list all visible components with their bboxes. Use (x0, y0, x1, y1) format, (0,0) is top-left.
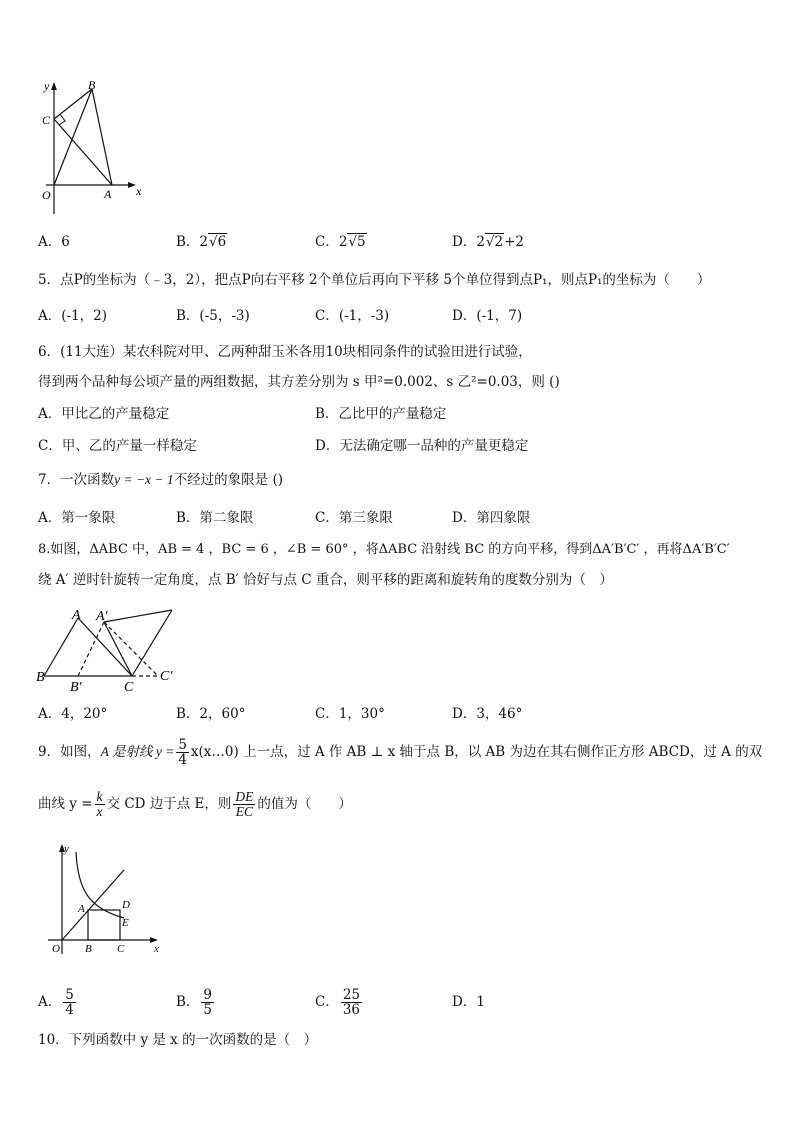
label-c-prime: C′ (160, 669, 173, 684)
q8-option-d[interactable]: D．3，46° (452, 706, 523, 722)
sqrt-symbol: √2 (485, 234, 504, 250)
label-y: y (44, 79, 50, 93)
label-a: A (72, 608, 81, 623)
q4-option-c[interactable]: C．2√5 (315, 234, 366, 250)
segment-rot-right (132, 610, 172, 676)
q4-option-a[interactable]: A．6 (38, 234, 70, 250)
q9-figure (38, 842, 168, 960)
q6-text-line1: 6．(11大连）某农科院对甲、乙两种甜玉米各用10块相同条件的试验田进行试验， (38, 344, 532, 360)
label-d: D (122, 899, 130, 911)
q9-k-fraction: $\frac{k}{x}$ (96, 789, 103, 819)
label-x: x (154, 943, 159, 955)
q7-option-a[interactable]: A．第一象限 (38, 510, 116, 526)
q8-option-c[interactable]: C．1，30° (315, 706, 385, 722)
q7-text: 7．一次函数y = −x − 1不经过的象限是 () (38, 472, 283, 488)
q7-option-d[interactable]: D．第四象限 (452, 510, 531, 526)
q5-option-d[interactable]: D．(-1，7) (452, 308, 523, 324)
q5-option-c[interactable]: C．(-1，-3) (315, 308, 390, 324)
segment-ba (92, 89, 112, 185)
q8-text-line1: 8.如图，ΔABC 中，AB = 4 ，BC = 6 ，∠B = 60° ，将ΔABC 沿射线 BC 的方向平移，得到ΔA′B′C′ ，再将ΔA′B′C′ (38, 542, 730, 557)
q4-figure (34, 78, 154, 218)
q4-option-b[interactable]: B．2√6 (176, 234, 227, 250)
q7-formula: y = −x − 1 (114, 472, 174, 487)
y-axis-arrow (51, 82, 57, 90)
q7-option-c[interactable]: C．第三象限 (315, 510, 393, 526)
segment-a2c (104, 622, 132, 676)
q9-text-line2: 曲线 y = $\frac{k}{x}$ 交 CD 边于点 E，则 $\frac{DE}{EC}$ 的值为（ ） (38, 789, 352, 819)
q6-option-d[interactable]: D．无法确定哪一品种的产量更稳定 (315, 438, 529, 454)
sqrt-symbol: √5 (348, 234, 366, 250)
label-c: C (117, 943, 125, 955)
label-b: B (85, 943, 92, 955)
q5-option-b[interactable]: B．(-5，-3) (176, 308, 250, 324)
q5-option-a[interactable]: A．(-1，2) (38, 308, 108, 324)
label-b: B (88, 78, 96, 92)
label-a: A (104, 187, 112, 201)
q9-de-ec-fraction: $\frac{DE}{EC}$ (235, 789, 254, 819)
q6-text-line2: 得到两个品种每公顷产量的两组数据，其方差分别为 s 甲²=0.002、s 乙²=0.03，则 () (38, 374, 560, 390)
q5-text: 5．点P的坐标为（﹣3，2），把点P向右平移 2个单位后再向下平移 5个单位得到点P₁，则点P₁的坐标为（ ） (38, 272, 711, 288)
segment-ba (44, 618, 78, 676)
segment-ac (78, 618, 132, 676)
q8-option-b[interactable]: B．2，60° (176, 706, 246, 722)
q8-text-line2: 绕 A′ 逆时针旋转一定角度，点 B′ 恰好与点 C 重合，则平移的距离和旋转角的度数分别为（ ） (38, 572, 613, 588)
ray-line (62, 870, 124, 940)
right-angle-mark (59, 114, 65, 125)
q9-option-d[interactable]: D．1 (452, 994, 485, 1010)
q9-text-line1: 9．如图，A 是射线 y = $\frac{5}{4}$ x(x…0) 上一点，过 A 作 AB ⊥ x 轴于点 B，以 AB 为边在其右侧作正方形 ABCD，过 A 的双 (38, 737, 763, 768)
label-c: C (124, 680, 134, 694)
q6-option-c[interactable]: C．甲、乙的产量一样稳定 (38, 438, 197, 454)
q8-figure (34, 608, 184, 694)
label-b: B (36, 670, 45, 685)
q9-slope-fraction: $\frac{5}{4}$ (178, 737, 187, 768)
q6-option-b[interactable]: B．乙比甲的产量稳定 (315, 406, 447, 422)
segment-a2b2-dashed (78, 622, 104, 676)
q9-option-c[interactable]: C． $\frac{25}{36}$ (315, 987, 361, 1018)
segment-rot-top (104, 610, 172, 622)
label-o: O (42, 188, 51, 202)
label-a: A (78, 903, 85, 915)
q8-option-a[interactable]: A．4，20° (38, 706, 108, 722)
label-y: y (64, 843, 69, 855)
q7-option-b[interactable]: B．第二象限 (176, 510, 254, 526)
label-o: O (52, 943, 60, 955)
label-x: x (136, 184, 142, 198)
segment-ca (54, 119, 112, 185)
label-a-prime: A′ (96, 609, 108, 624)
q4-option-d[interactable]: D．2√2+2 (452, 234, 525, 250)
segment-a2c2-dashed (104, 622, 158, 676)
q10-text: 10．下列函数中 y 是 x 的一次函数的是（ ） (38, 1032, 318, 1048)
x-axis-arrow (128, 182, 136, 188)
q6-option-a[interactable]: A．甲比乙的产量稳定 (38, 406, 170, 422)
label-b-prime: B′ (70, 680, 82, 694)
q9-option-b[interactable]: B． $\frac{9}{5}$ (176, 987, 213, 1018)
label-c: C (42, 113, 51, 127)
sqrt-symbol: √6 (209, 234, 227, 250)
q9-option-a[interactable]: A． $\frac{5}{4}$ (38, 987, 74, 1018)
label-e: E (122, 917, 129, 929)
